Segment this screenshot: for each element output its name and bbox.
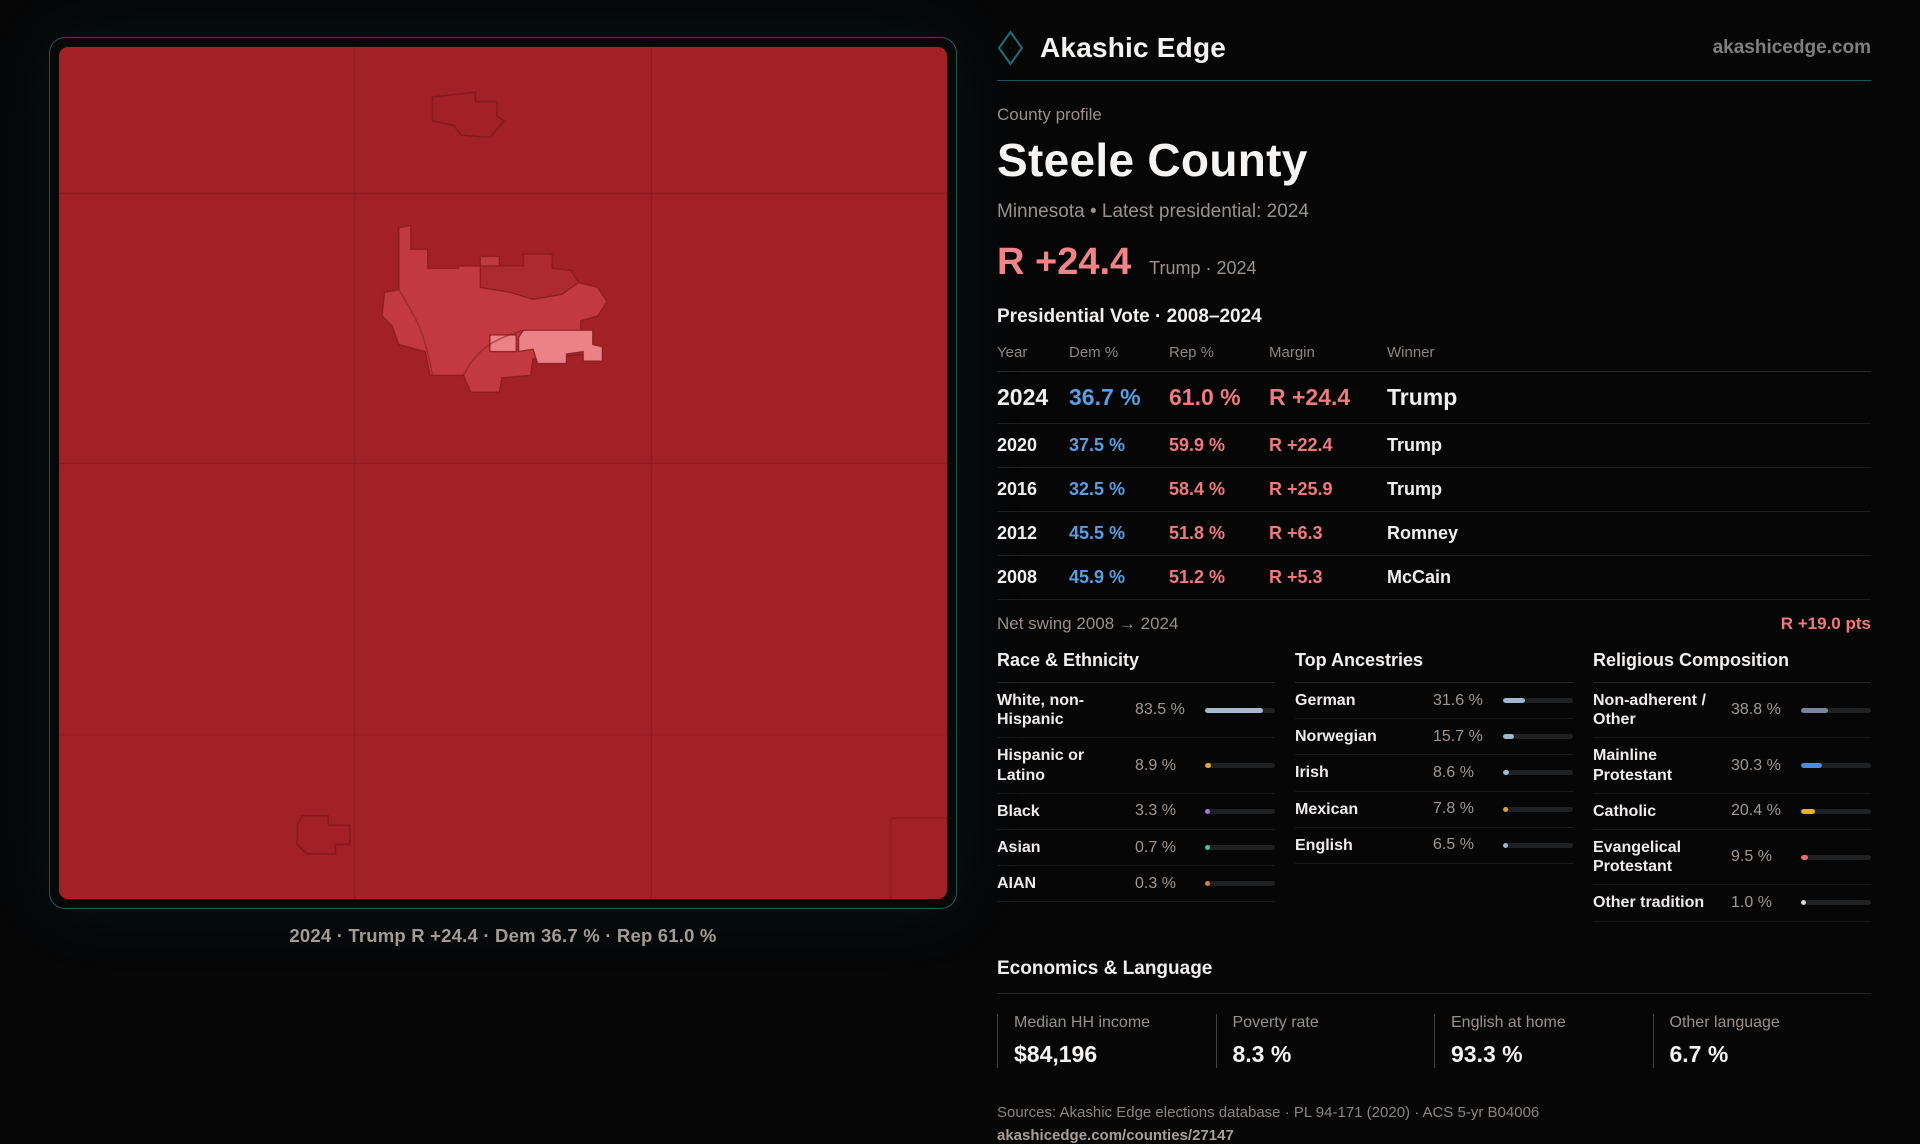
stat-panels bbox=[997, 650, 1871, 922]
stat-value: 8.9 % bbox=[1135, 756, 1176, 774]
stat-label: AIAN bbox=[997, 875, 1037, 893]
brand-header bbox=[997, 0, 1871, 66]
stat-bar-fill bbox=[1205, 881, 1210, 886]
econ-stat-label: Median HH income bbox=[1014, 1013, 1151, 1031]
headline-margin-row bbox=[997, 241, 1871, 284]
stat-bar-fill bbox=[1801, 900, 1806, 905]
vote-rep-pct: 51.8 % bbox=[1169, 523, 1226, 543]
vote-margin: R +24.4 bbox=[1269, 384, 1351, 410]
stat-value: 31.6 % bbox=[1433, 691, 1483, 709]
vote-rep-pct: 51.2 % bbox=[1169, 567, 1226, 587]
stat-label: English bbox=[1295, 836, 1353, 854]
vote-winner: Romney bbox=[1387, 523, 1459, 543]
stat-row bbox=[1593, 683, 1871, 738]
headline-margin-value: R +24.4 bbox=[997, 241, 1132, 283]
stat-bar-fill bbox=[1801, 763, 1822, 768]
stat-label: Asian bbox=[997, 838, 1041, 856]
stat-value: 38.8 % bbox=[1731, 701, 1781, 719]
econ-stat bbox=[1216, 1014, 1435, 1068]
vote-margin: R +22.4 bbox=[1269, 435, 1333, 455]
econ-stat-value: 8.3 % bbox=[1232, 1040, 1292, 1067]
stat-bar-track bbox=[1503, 843, 1573, 848]
diamond-logo-icon bbox=[997, 30, 1024, 66]
stat-bar-fill bbox=[1503, 770, 1509, 775]
stat-value: 15.7 % bbox=[1433, 727, 1483, 745]
stat-label: Evangelical Protestant bbox=[1593, 838, 1682, 876]
stat-label: Catholic bbox=[1593, 802, 1657, 820]
econ-stat-label: Other language bbox=[1669, 1013, 1780, 1031]
stat-label: Irish bbox=[1295, 764, 1329, 782]
stat-value: 6.5 % bbox=[1433, 836, 1474, 854]
vote-table-row bbox=[997, 512, 1871, 556]
stat-bar-track bbox=[1801, 855, 1871, 860]
stat-bar-track bbox=[1801, 763, 1871, 768]
stat-row bbox=[1295, 683, 1573, 719]
stat-panel bbox=[1295, 650, 1573, 922]
sources-footer bbox=[997, 1104, 1871, 1144]
stat-value: 8.6 % bbox=[1433, 763, 1474, 781]
net-swing-row bbox=[997, 600, 1871, 634]
vote-dem-pct: 37.5 % bbox=[1069, 435, 1126, 455]
map-panel bbox=[49, 37, 957, 947]
econ-stat-label: English at home bbox=[1451, 1013, 1566, 1031]
stat-bar-fill bbox=[1801, 855, 1808, 860]
vote-winner: Trump bbox=[1387, 479, 1443, 499]
stat-panel bbox=[997, 650, 1275, 922]
map-caption: 2024 · Trump R +24.4 · Dem 36.7 % · Rep 61.0 % bbox=[289, 925, 717, 946]
stat-value: 1.0 % bbox=[1731, 893, 1772, 911]
vote-table-row bbox=[997, 556, 1871, 600]
stat-bar-track bbox=[1205, 845, 1275, 850]
econ-divider bbox=[997, 993, 1871, 994]
stat-label: Non-adherent / Other bbox=[1593, 692, 1706, 729]
vote-rep-pct: 59.9 % bbox=[1169, 435, 1226, 455]
page-title: Steele County bbox=[997, 134, 1308, 186]
vote-dem-pct: 45.9 % bbox=[1069, 567, 1126, 587]
stat-label: Black bbox=[997, 802, 1040, 820]
vote-table-header bbox=[997, 344, 1871, 372]
stat-value: 7.8 % bbox=[1433, 800, 1474, 818]
stat-bar-fill bbox=[1503, 734, 1514, 739]
brand-name: Akashic Edge bbox=[1040, 32, 1227, 63]
stat-label: White, non-Hispanic bbox=[997, 692, 1085, 729]
vote-table-title: Presidential Vote · 2008–2024 bbox=[997, 306, 1262, 327]
econ-stat bbox=[997, 1014, 1216, 1068]
stat-value: 3.3 % bbox=[1135, 802, 1176, 820]
econ-stats bbox=[997, 1014, 1871, 1068]
vote-dem-pct: 45.5 % bbox=[1069, 523, 1126, 543]
stat-label: Norwegian bbox=[1295, 728, 1377, 746]
page-subtitle: Minnesota • Latest presidential: 2024 bbox=[997, 201, 1309, 222]
stat-label: Mexican bbox=[1295, 800, 1359, 818]
header-divider bbox=[997, 80, 1871, 81]
stat-row bbox=[1593, 830, 1871, 885]
page-eyebrow: County profile bbox=[997, 105, 1102, 124]
vote-table-row bbox=[997, 424, 1871, 468]
vote-year: 2008 bbox=[997, 567, 1038, 587]
stat-bar-track bbox=[1205, 809, 1275, 814]
stat-panel-title: Top Ancestries bbox=[1295, 650, 1573, 683]
vote-year: 2016 bbox=[997, 479, 1038, 499]
stat-panel-title: Religious Composition bbox=[1593, 650, 1871, 683]
stat-value: 30.3 % bbox=[1731, 756, 1781, 774]
vote-winner: Trump bbox=[1387, 384, 1458, 410]
stat-panel-items bbox=[1593, 683, 1871, 922]
vote-year: 2012 bbox=[997, 523, 1038, 543]
econ-stat-value: 93.3 % bbox=[1451, 1040, 1523, 1067]
precinct-map[interactable] bbox=[59, 47, 947, 899]
econ-stat-value: $84,196 bbox=[1014, 1040, 1098, 1067]
stat-bar-fill bbox=[1205, 763, 1211, 768]
vote-margin: R +5.3 bbox=[1269, 567, 1323, 587]
vote-table-row bbox=[997, 372, 1871, 424]
stat-panel-title: Race & Ethnicity bbox=[997, 650, 1275, 683]
stat-bar-fill bbox=[1801, 708, 1828, 713]
vote-winner: Trump bbox=[1387, 435, 1443, 455]
net-swing-label: Net swing 2008 → 2024 bbox=[997, 614, 1179, 633]
stat-panel-items bbox=[1295, 683, 1573, 864]
stat-row bbox=[1295, 828, 1573, 864]
footer-url[interactable]: akashicedge.com/counties/27147 bbox=[997, 1126, 1234, 1144]
stat-panel bbox=[1593, 650, 1871, 922]
stat-row bbox=[1593, 794, 1871, 830]
vote-rep-pct: 58.4 % bbox=[1169, 479, 1226, 499]
stat-bar-track bbox=[1503, 734, 1573, 739]
stat-row bbox=[1593, 738, 1871, 793]
stat-row bbox=[997, 866, 1275, 902]
stat-bar-fill bbox=[1205, 708, 1263, 713]
stat-row bbox=[997, 830, 1275, 866]
stat-bar-track bbox=[1503, 770, 1573, 775]
stat-bar-track bbox=[1801, 900, 1871, 905]
stat-row bbox=[997, 794, 1275, 830]
stat-bar-fill bbox=[1205, 845, 1210, 850]
stat-row bbox=[1295, 719, 1573, 755]
econ-stat bbox=[1653, 1014, 1872, 1068]
stat-label: Hispanic or Latino bbox=[997, 747, 1085, 784]
econ-stat-value: 6.7 % bbox=[1669, 1040, 1729, 1067]
vote-year: 2024 bbox=[997, 384, 1049, 410]
col-header-dem: Dem % bbox=[1069, 344, 1119, 361]
econ-stat bbox=[1434, 1014, 1653, 1068]
stat-bar-track bbox=[1205, 881, 1275, 886]
econ-stat-label: Poverty rate bbox=[1232, 1013, 1319, 1031]
stat-row bbox=[1295, 792, 1573, 828]
stat-bar-track bbox=[1503, 807, 1573, 812]
stat-value: 9.5 % bbox=[1731, 848, 1772, 866]
vote-table-row bbox=[997, 468, 1871, 512]
stat-row bbox=[1593, 885, 1871, 921]
col-header-rep: Rep % bbox=[1169, 344, 1215, 361]
stat-row bbox=[997, 738, 1275, 793]
stat-value: 83.5 % bbox=[1135, 701, 1185, 719]
econ-section-title: Economics & Language bbox=[997, 957, 1213, 979]
stat-value: 0.7 % bbox=[1135, 838, 1176, 856]
stat-bar-track bbox=[1205, 708, 1275, 713]
stat-bar-fill bbox=[1503, 698, 1525, 703]
stat-row bbox=[997, 683, 1275, 738]
vote-margin: R +6.3 bbox=[1269, 523, 1323, 543]
vote-table-body bbox=[997, 372, 1871, 600]
net-swing-value: R +19.0 pts bbox=[1780, 614, 1871, 633]
vote-year: 2020 bbox=[997, 435, 1038, 455]
stat-bar-fill bbox=[1801, 809, 1815, 814]
stat-bar-fill bbox=[1503, 843, 1508, 848]
brand-site-link[interactable]: akashicedge.com bbox=[1712, 37, 1871, 58]
stat-value: 20.4 % bbox=[1731, 802, 1781, 820]
stat-label: German bbox=[1295, 692, 1356, 709]
col-header-winner: Winner bbox=[1387, 344, 1435, 361]
col-header-margin: Margin bbox=[1269, 344, 1315, 361]
profile-panel bbox=[997, 0, 1871, 1144]
stat-bar-track bbox=[1801, 708, 1871, 713]
stat-bar-track bbox=[1503, 698, 1573, 703]
county-base-fill bbox=[59, 47, 947, 899]
vote-rep-pct: 61.0 % bbox=[1169, 384, 1241, 410]
stat-bar-track bbox=[1205, 763, 1275, 768]
map-card bbox=[49, 37, 957, 909]
vote-winner: McCain bbox=[1387, 567, 1452, 587]
stat-label: Other tradition bbox=[1593, 894, 1705, 912]
stat-panel-items bbox=[997, 683, 1275, 902]
col-header-year: Year bbox=[997, 344, 1028, 361]
vote-margin: R +25.9 bbox=[1269, 479, 1333, 499]
stat-bar-fill bbox=[1503, 807, 1508, 812]
sources-line: Sources: Akashic Edge elections database · PL 94-171 (2020) · ACS 5-yr B04006 bbox=[997, 1103, 1540, 1121]
stat-value: 0.3 % bbox=[1135, 874, 1176, 892]
stat-row bbox=[1295, 755, 1573, 791]
stat-bar-track bbox=[1801, 809, 1871, 814]
vote-dem-pct: 36.7 % bbox=[1069, 384, 1141, 410]
headline-margin-note: Trump · 2024 bbox=[1149, 258, 1257, 278]
stat-bar-fill bbox=[1205, 809, 1210, 814]
stat-label: Mainline Protestant bbox=[1593, 747, 1673, 784]
vote-dem-pct: 32.5 % bbox=[1069, 479, 1126, 499]
